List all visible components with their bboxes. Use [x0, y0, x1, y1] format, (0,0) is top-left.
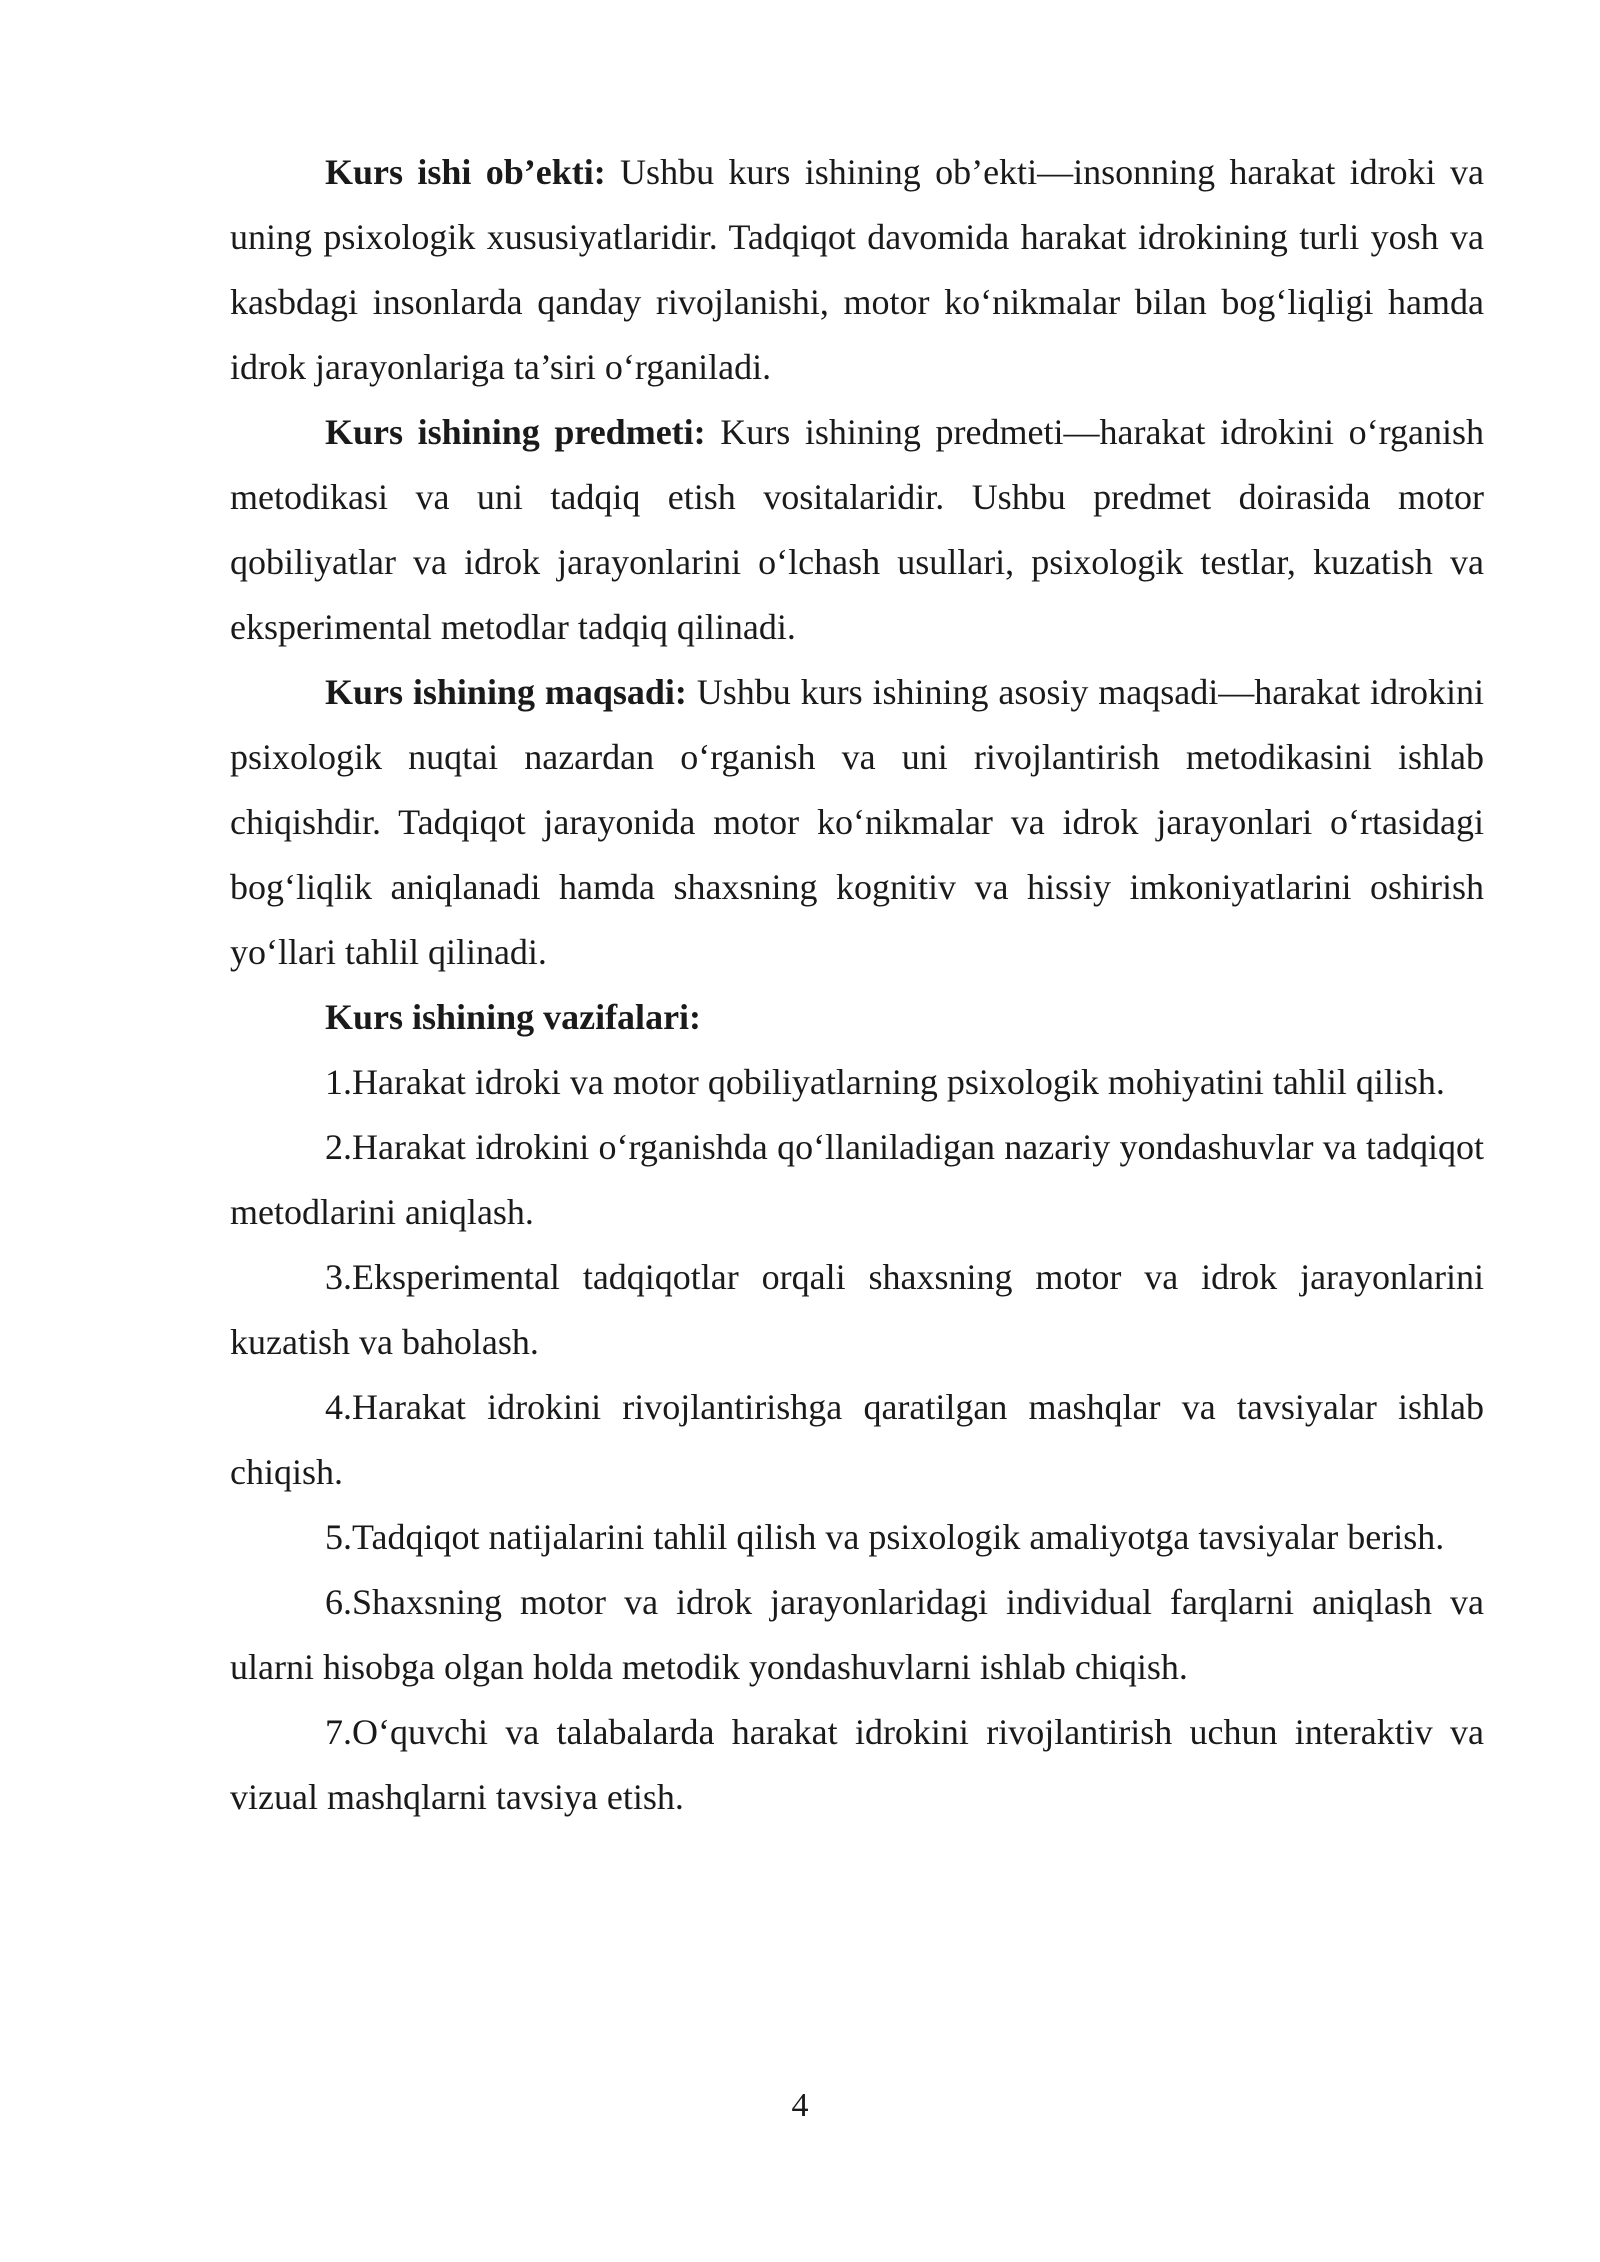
task-item-3: 3.Eksperimental tadqiqotlar orqali shaxsning motor va idrok jarayonlarini kuzatish va baholash. — [230, 1257, 1484, 1362]
object-paragraph — [230, 140, 1484, 400]
object-text: Ushbu kurs ishining ob’ekti—insonning harakat idroki va uning psixologik xususiyatlaridir. Tadqiqot davomida harakat idrokining turli yosh va kasbdagi insonlarda qanday rivojlanishi, motor ko‘nikmalar bilan bog‘liqligi hamda idrok jarayonlariga ta’siri o‘rganiladi. — [230, 152, 1484, 387]
goal-text: Ushbu kurs ishining asosiy maqsadi—harakat idrokini psixologik nuqtai nazardan o‘rganish va uni rivojlantirish metodikasini ishlab chiqishdir. Tadqiqot jarayonida motor ko‘nikmalar va idrok jarayonlari o‘rtasidagi bog‘liqlik aniqlanadi hamda shaxsning kognitiv va hissiy imkoniyatlarini oshirish yo‘llari tahlil qilinadi. — [230, 672, 1485, 972]
tasks-heading — [230, 985, 1484, 1050]
task-item-6: 6.Shaxsning motor va idrok jarayonlaridagi individual farqlarni aniqlash va ularni hisobga olgan holda metodik yondashuvlarni ishlab chiqish. — [230, 1582, 1484, 1687]
task-item-1: 1.Harakat idroki va motor qobiliyatlarning psixologik mohiyatini tahlil qilish. — [325, 1062, 1445, 1102]
document-page — [230, 140, 1484, 1830]
page-number: 4 — [791, 2087, 809, 2124]
subject-paragraph — [230, 400, 1484, 660]
object-label: Kurs ishi ob’ekti: — [325, 152, 606, 192]
task-item-2: 2.Harakat idrokini o‘rganishda qo‘llaniladigan nazariy yondashuvlar va tadqiqot metodlarini aniqlash. — [230, 1127, 1484, 1232]
task-item-5: 5.Tadqiqot natijalarini tahlil qilish va psixologik amaliyotga tavsiyalar berish. — [325, 1517, 1445, 1557]
tasks-label: Kurs ishining vazifalari: — [325, 997, 702, 1037]
goal-paragraph — [230, 660, 1484, 985]
subject-text: Kurs ishining predmeti—harakat idrokini o‘rganish metodikasi va uni tadqiq etish vositalaridir. Ushbu predmet doirasida motor qobiliyatlar va idrok jarayonlarini o‘lchash usullari, psixologik testlar, kuzatish va eksperimental metodlar tadqiq qilinadi. — [230, 412, 1485, 647]
task-item-4: 4.Harakat idrokini rivojlantirishga qaratilgan mashqlar va tavsiyalar ishlab chiqish. — [230, 1387, 1484, 1492]
task-item-7: 7.O‘quvchi va talabalarda harakat idrokini rivojlantirish uchun interaktiv va vizual mashqlarni tavsiya etish. — [230, 1712, 1484, 1817]
goal-label: Kurs ishining maqsadi: — [325, 672, 687, 712]
subject-label: Kurs ishining predmeti: — [325, 412, 706, 452]
